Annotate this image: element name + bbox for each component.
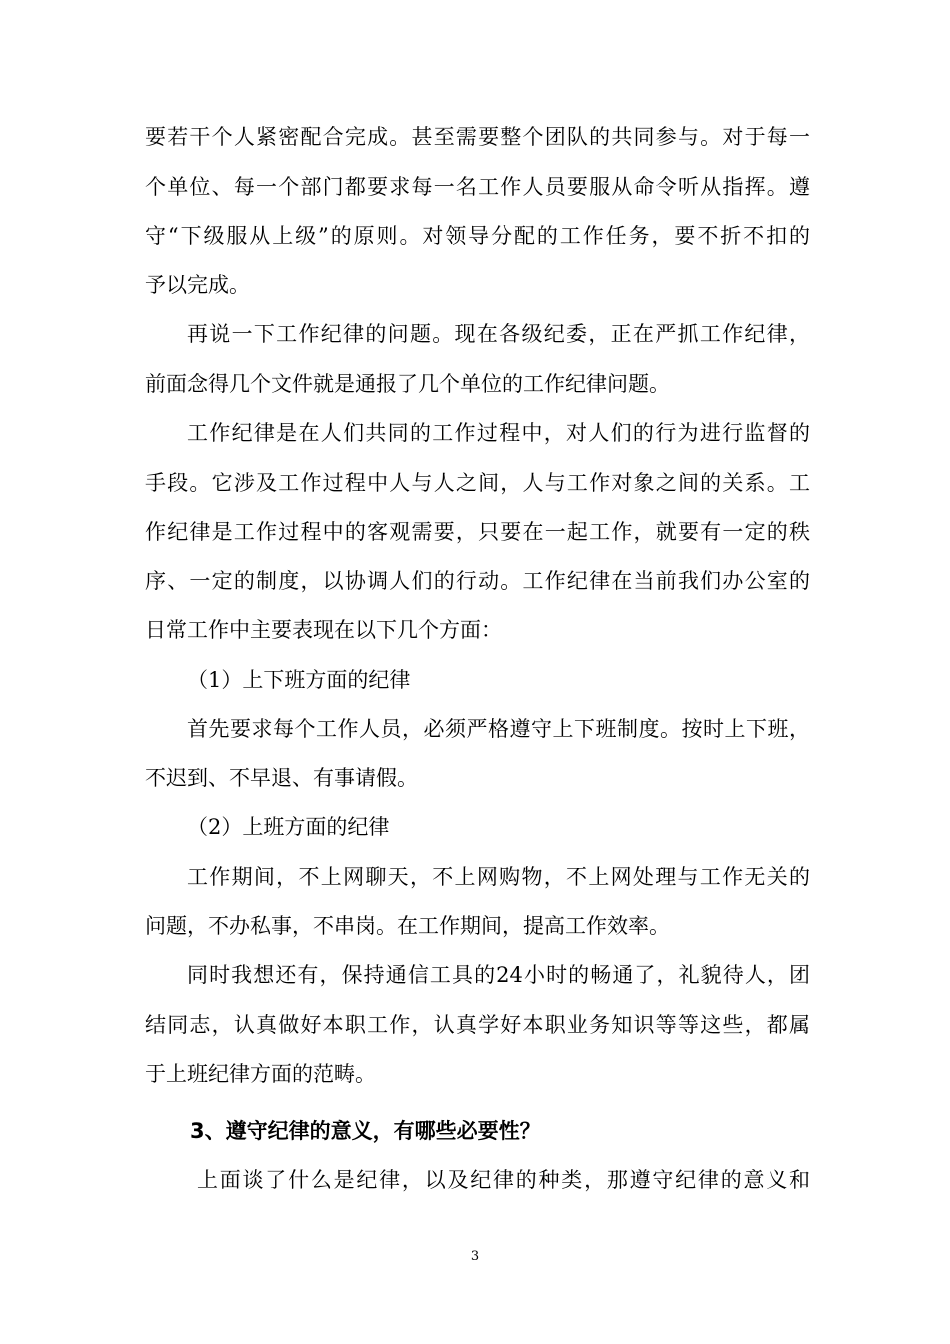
text-line: 再说一下工作纪律的问题。现在各级纪委，正在严抓工作纪律，: [187, 322, 810, 346]
text-line: 不迟到、不早退、有事请假。: [145, 766, 418, 790]
text-line: 个单位、每一个部门都要求每一名工作人员要服从命令听从指挥。遵: [145, 175, 810, 199]
page-number: 3: [470, 1249, 480, 1264]
section-heading: （1）上下班方面的纪律: [187, 668, 411, 692]
text-line: 守“下级服从上级”的原则。对领导分配的工作任务，要不折不扣的: [145, 224, 810, 248]
text-line: 工作纪律是在人们共同的工作过程中，对人们的行为进行监督的: [187, 421, 810, 445]
text-line: 前面念得几个文件就是通报了几个单位的工作纪律问题。: [145, 372, 670, 396]
section-heading-bold: 3、遵守纪律的意义，有哪些必要性？: [190, 1119, 541, 1143]
text-line: 上面谈了什么是纪律，以及纪律的种类，那遵守纪律的意义和: [197, 1168, 810, 1192]
text-line: 同时我想还有，保持通信工具的24小时的畅通了，礼貌待人，团: [187, 963, 810, 987]
text-line: 日常工作中主要表现在以下几个方面：: [145, 618, 502, 642]
section-heading: （2）上班方面的纪律: [187, 815, 390, 839]
text-line: 予以完成。: [145, 273, 250, 297]
text-line: 工作期间，不上网聊天，不上网购物，不上网处理与工作无关的: [187, 865, 810, 889]
text-line: 手段。它涉及工作过程中人与人之间，人与工作对象之间的关系。工: [145, 471, 810, 495]
text-line: 作纪律是工作过程中的客观需要，只要在一起工作，就要有一定的秩: [145, 520, 810, 544]
text-line: 问题，不办私事，不串岗。在工作期间，提高工作效率。: [145, 914, 670, 938]
text-line: 结同志，认真做好本职工作，认真学好本职业务知识等等这些，都属: [145, 1013, 810, 1037]
text-line: 要若干个人紧密配合完成。甚至需要整个团队的共同参与。对于每一: [145, 125, 810, 149]
text-line: 于上班纪律方面的范畴。: [145, 1062, 376, 1086]
text-line: 序、一定的制度，以协调人们的行动。工作纪律在当前我们办公室的: [145, 569, 810, 593]
text-line: 首先要求每个工作人员，必须严格遵守上下班制度。按时上下班，: [187, 717, 810, 741]
